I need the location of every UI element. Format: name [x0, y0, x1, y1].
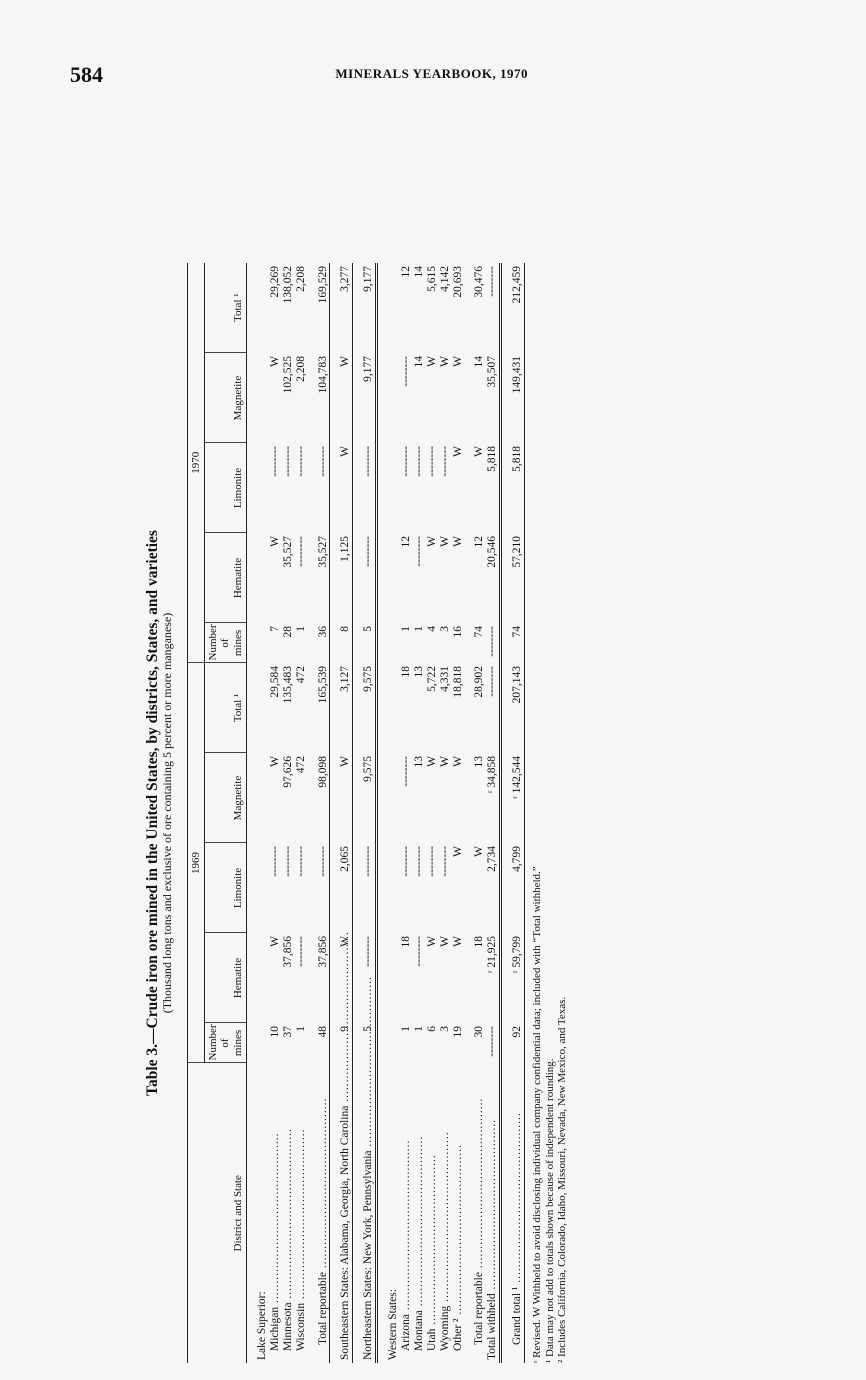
table-cell: 74 [511, 623, 524, 663]
table-cell: 14 [412, 266, 425, 278]
table-cell: 5 [362, 626, 375, 632]
table-cell: -------- [294, 536, 307, 567]
table-cell: 12 [400, 536, 413, 548]
table-row [486, 263, 500, 1363]
table-row [439, 263, 452, 1363]
column-header: Hematite [205, 533, 247, 623]
table-cell: -------- [486, 266, 499, 297]
table-cell: 20,546 [486, 536, 499, 568]
table-cell: 18 [400, 936, 413, 948]
grand-total-row [511, 263, 524, 1363]
table-cell: W [451, 936, 464, 947]
subtotal-row [473, 263, 486, 1363]
table-cell: 9,177 [362, 356, 375, 382]
table-cell: -------- [425, 446, 438, 477]
table-cell: 97,626 [281, 756, 294, 788]
table-cell: 2,065 [339, 846, 352, 872]
column-header: Number of mines [205, 1023, 247, 1063]
table-cell: 149,431 [511, 353, 524, 443]
table-cell: 1 [400, 626, 413, 632]
table-cell: -------- [425, 846, 438, 877]
column-header: Limonite [205, 843, 247, 933]
table-cell: 37,856 [281, 936, 294, 968]
row-label: Arizona ..... [400, 1140, 412, 1351]
row-label: Western States: [387, 1289, 400, 1360]
table-cell: W [451, 846, 464, 857]
row-label: Utah ..... [426, 1154, 438, 1351]
footnote: ² Includes California, Colorado, Idaho, Missouri, Nevada, New Mexico, and Texas. [556, 996, 569, 1363]
district-header: District and State [187, 1063, 246, 1363]
table-row [339, 263, 352, 1363]
table-cell: 37 [281, 1026, 294, 1038]
table-cell: 92 [511, 1023, 524, 1063]
row-label: Other ² ..... [452, 1144, 464, 1351]
column-header: Magnetite [205, 353, 247, 443]
table-cell: -------- [362, 536, 375, 567]
table-cell: W [425, 536, 438, 547]
table-cell: 135,483 [281, 666, 294, 704]
table-cell: 29,269 [268, 266, 281, 298]
table-cell: -------- [486, 626, 499, 657]
table-cell: 18,818 [451, 666, 464, 698]
subtotal-row [317, 263, 330, 1363]
table-cell: 212,459 [511, 263, 524, 353]
table-cell: 5,615 [425, 266, 438, 292]
table-cell: -------- [412, 446, 425, 477]
table-cell: W [451, 356, 464, 367]
table-cell: 6 [425, 1026, 438, 1032]
column-header: Magnetite [205, 753, 247, 843]
table-cell: 48 [316, 1026, 329, 1038]
table-cell: 1,125 [339, 536, 352, 562]
table-cell: W [268, 536, 281, 547]
table-row [400, 263, 413, 1363]
row-label: Total withheld ..... [486, 1119, 498, 1360]
table-row [282, 263, 295, 1363]
table-cell: -------- [400, 846, 413, 877]
page-number: 584 [70, 62, 103, 87]
table-cell: ʳ 59,799 [511, 933, 524, 1023]
column-header: Total ¹ [205, 663, 247, 753]
table-cell: 1 [412, 1026, 425, 1032]
rotated-table-block [138, 263, 569, 1363]
row-label: Southeastern States: Alabama, Georgia, North Carolina ..... [339, 931, 351, 1360]
table-cell: 3,277 [339, 266, 352, 292]
table-cell: 74 [473, 626, 486, 638]
row-label: Grand total ¹ ..... [511, 1112, 523, 1345]
table-cell: W [268, 756, 281, 767]
table-cell: -------- [400, 756, 413, 787]
table-title: Table 3.—Crude iron ore mined in the United States, by districts, States, and varieties [144, 530, 161, 1096]
table-cell: 9 [339, 1026, 352, 1032]
table-cell: -------- [294, 446, 307, 477]
table-cell: 5 [362, 1026, 375, 1032]
table-cell: W [451, 756, 464, 767]
table-row [269, 263, 282, 1363]
table-cell: W [473, 846, 486, 857]
table-cell: W [425, 756, 438, 767]
table-cell: W [438, 936, 451, 947]
table-cell: W [339, 356, 352, 367]
table-row [426, 263, 439, 1363]
table-cell: 2,208 [294, 356, 307, 382]
table-cell: 28 [281, 626, 294, 638]
table-cell: 1 [294, 626, 307, 632]
table-cell: 3 [438, 626, 451, 632]
table-cell: W [438, 356, 451, 367]
table-cell: W [425, 356, 438, 367]
table-cell: 169,529 [316, 266, 329, 304]
column-header: Hematite [205, 933, 247, 1023]
table-cell: W [268, 356, 281, 367]
table-row [413, 263, 426, 1363]
column-header: Total ¹ [205, 263, 247, 353]
table-cell: 35,527 [316, 536, 329, 568]
table-cell: 2,734 [486, 846, 499, 872]
table-cell: W [425, 936, 438, 947]
table-cell: 37,856 [316, 936, 329, 968]
table-cell: 104,783 [316, 356, 329, 394]
table-cell: 8 [339, 626, 352, 632]
table-cell: -------- [281, 846, 294, 877]
table-cell: 12 [473, 536, 486, 548]
iron-ore-table [187, 263, 525, 1363]
table-cell: 18 [473, 936, 486, 948]
table-cell: 1 [412, 626, 425, 632]
table-cell: W [438, 536, 451, 547]
table-cell: 138,052 [281, 266, 294, 304]
table-cell: W [339, 756, 352, 767]
table-cell: -------- [486, 1026, 499, 1057]
table-cell: 4,142 [438, 266, 451, 292]
row-label: Total reportable ..... [473, 1098, 485, 1345]
column-header: Limonite [205, 443, 247, 533]
table-cell: 1 [294, 1026, 307, 1032]
table-cell: 20,693 [451, 266, 464, 298]
table-cell: -------- [268, 446, 281, 477]
table-cell: -------- [486, 666, 499, 697]
table-cell: 5,818 [486, 446, 499, 472]
table-cell: 12 [400, 266, 413, 278]
table-cell: 7 [268, 626, 281, 632]
table-cell: 4,331 [438, 666, 451, 692]
running-head: MINERALS YEARBOOK, 1970 [335, 66, 528, 81]
table-cell: 57,210 [511, 533, 524, 623]
table-cell: -------- [294, 936, 307, 967]
table-cell: -------- [438, 446, 451, 477]
table-cell: 165,539 [316, 666, 329, 704]
table-cell: 35,507 [486, 356, 499, 388]
table-cell: -------- [281, 446, 294, 477]
table-row [387, 263, 400, 1363]
column-header: Number of mines [205, 623, 247, 663]
table-cell: 5,818 [511, 443, 524, 533]
row-label: Wisconsin ..... [295, 1129, 307, 1351]
table-subtitle: (Thousand long tons and exclusive of ore containing 5 percent or more manganese) [160, 612, 175, 1014]
table-cell: 13 [412, 756, 425, 768]
table-cell: W [268, 936, 281, 947]
table-cell: 10 [268, 1026, 281, 1038]
table-cell: -------- [316, 846, 329, 877]
table-cell: 14 [412, 356, 425, 368]
table-cell: 472 [294, 756, 307, 774]
table-cell: -------- [294, 846, 307, 877]
table-cell: 4 [425, 626, 438, 632]
footnote: ʳ Revised. W Withheld to avoid disclosing individual company confidential data; included with “Total withheld.” [531, 866, 544, 1363]
table-cell: 16 [451, 626, 464, 638]
table-cell: 472 [294, 666, 307, 684]
row-label: Northeastern States: New York, Pennsylvania ..... [362, 976, 374, 1360]
table-cell: 9,177 [362, 266, 375, 292]
table-cell: 3,127 [339, 666, 352, 692]
table-row [256, 263, 269, 1363]
table-cell: 9,575 [362, 666, 375, 692]
table-row [452, 263, 465, 1363]
table-cell: W [339, 936, 352, 947]
table-cell: 29,584 [268, 666, 281, 698]
table-cell: 102,525 [281, 356, 294, 394]
table-cell: -------- [412, 846, 425, 877]
table-cell: 207,143 [511, 663, 524, 753]
table-row [295, 263, 308, 1363]
table-cell: W [339, 446, 352, 457]
table-cell: 13 [412, 666, 425, 678]
table-cell: -------- [316, 446, 329, 477]
table-cell: -------- [412, 936, 425, 967]
table-cell: -------- [362, 846, 375, 877]
table-cell: 30,476 [473, 266, 486, 298]
table-cell: 28,902 [473, 666, 486, 698]
row-label: Wyoming ..... [439, 1131, 451, 1351]
table-cell: W [451, 446, 464, 457]
table-cell: 13 [473, 756, 486, 768]
table-cell: 4,799 [511, 843, 524, 933]
row-label: Minnesota ..... [282, 1128, 294, 1351]
table-cell: 35,527 [281, 536, 294, 568]
table-cell: -------- [400, 356, 413, 387]
table-cell: -------- [438, 846, 451, 877]
table-cell: 36 [316, 626, 329, 638]
table-cell: 19 [451, 1026, 464, 1038]
table-cell: 2,208 [294, 266, 307, 292]
table-cell: W [438, 756, 451, 767]
table-cell: 9,575 [362, 756, 375, 782]
footnote: ¹ Data may not add to totals shown because of independent rounding. [543, 1058, 556, 1363]
table-cell: -------- [362, 446, 375, 477]
table-cell: 1 [400, 1026, 413, 1032]
table-row [362, 263, 376, 1363]
table-cell: ʳ 34,858 [486, 756, 499, 793]
year-1970-header: 1970 [187, 263, 204, 663]
row-label: Lake Superior: [256, 1291, 269, 1360]
table-cell: -------- [400, 446, 413, 477]
row-label: Total reportable ..... [317, 1098, 329, 1345]
table-cell: ʳ 142,544 [511, 753, 524, 843]
table-cell: 18 [400, 666, 413, 678]
table-cell: 14 [473, 356, 486, 368]
year-1969-header: 1969 [187, 663, 204, 1063]
row-label: Montana ..... [413, 1136, 425, 1351]
table-cell: -------- [268, 846, 281, 877]
footnotes [531, 263, 569, 1363]
table-cell: 3 [438, 1026, 451, 1032]
table-cell: W [473, 446, 486, 457]
table-cell: 5,722 [425, 666, 438, 692]
table-cell: -------- [412, 536, 425, 567]
row-label: Michigan ..... [269, 1133, 281, 1351]
table-cell: ʳ 21,925 [486, 936, 499, 973]
table-cell: 30 [473, 1026, 486, 1038]
table-cell: W [451, 536, 464, 547]
table-cell: -------- [362, 936, 375, 967]
table-cell: 98,098 [316, 756, 329, 788]
